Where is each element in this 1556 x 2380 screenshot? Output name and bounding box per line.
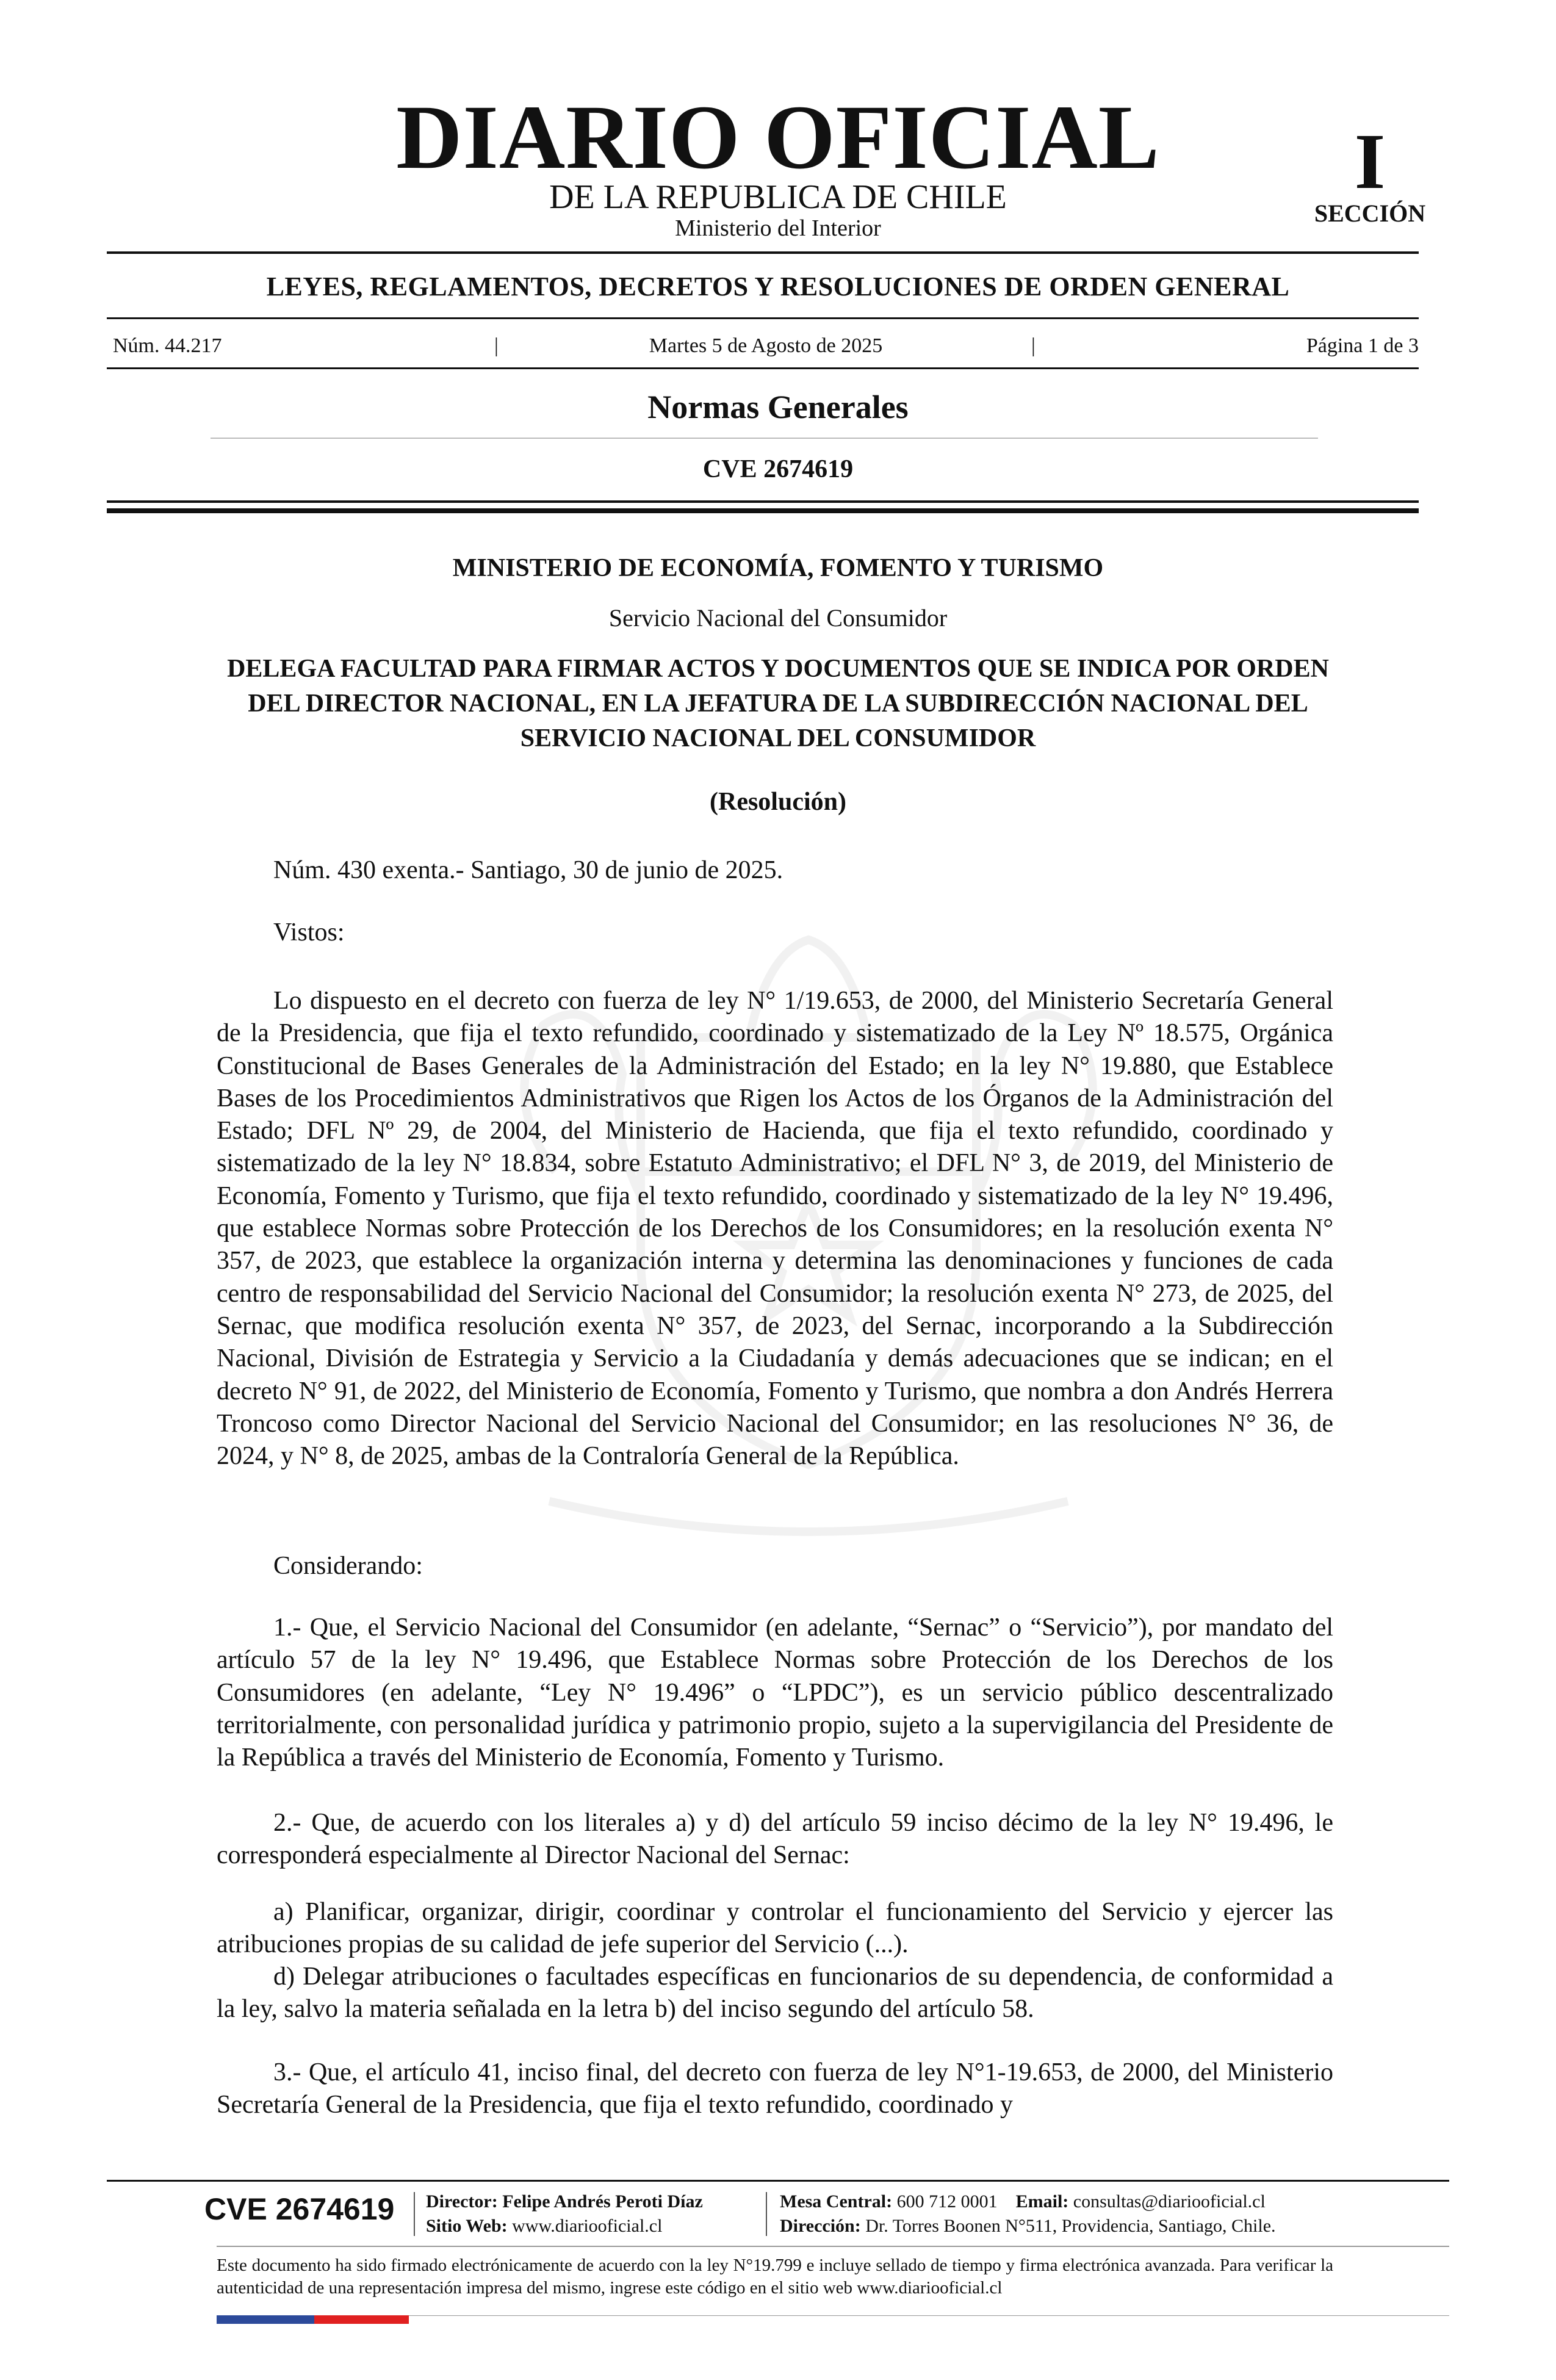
issue-separator: |	[1031, 334, 1036, 357]
section-heading-rule	[211, 438, 1318, 439]
literal-d: d) Delegar atribuciones o facultades específicas en funcionarios de su dependencia, de conformidad a la ley, salvo la materia señalada en la letra b) del inciso segundo del artículo 58.	[217, 1963, 1333, 2024]
document-ministry: MINISTERIO DE ECONOMÍA, FOMENTO Y TURISMO	[452, 554, 1104, 582]
vistos-paragraph: Lo dispuesto en el decreto con fuerza de ley N° 1/19.653, de 2000, del Ministerio Secretaría General de la Presidencia, que fija el texto refundido, coordinado y sistematizado de la Ley Nº 18.575, Orgánica Constitucional de Bases Generales de la Administración del Estado; en la ley N° 19.880, que Establece Bases de los Procedimientos Administrativos que Rigen los Actos de los Órganos de la Administración del Estado; DFL Nº 29, de 2004, del Ministerio de Hacienda, que fija el texto refundido, coordinado y sistematizado de la ley N° 18.834, sobre Estatuto Administrativo; el DFL N° 3, de 2019, del Ministerio de Economía, Fomento y Turismo, que fija el texto refundido, coordinado y sistematizado de la ley N° 19.496, que establece Normas sobre Protección de los Derechos de los Consumidores; en la resolución exenta N° 357, de 2023, que establece la organización interna y determina las denominaciones y funciones de cada centro de responsabilidad del Servicio Nacional del Consumidor; la resolución exenta N° 273, de 2025, del Sernac, que modifica resolución exenta N° 357, de 2023, del Sernac, incorporando a la Subdirección Nacional, División de Estrategia y Servicio a la Ciudadanía y demás adecuaciones que se indican; en el decreto N° 91, de 2022, del Ministerio de Economía, Fomento y Turismo, que nombra a don Andrés Herrera Troncoso como Director Nacional del Servicio Nacional del Consumidor; en las resoluciones N° 36, de 2024, y N° 8, de 2025, ambas de la Contraloría General de la República.	[217, 987, 1333, 1471]
considerando-label: Considerando:	[273, 1552, 423, 1580]
category-rule	[107, 317, 1419, 319]
masthead-rule	[107, 251, 1419, 254]
footer-rule-2	[217, 2246, 1449, 2247]
footer-contact-block	[780, 2190, 1390, 2238]
cve-code: CVE 2674619	[702, 455, 854, 483]
section-heading: Normas Generales	[647, 389, 909, 425]
issue-rule	[107, 367, 1419, 369]
double-rule-top	[107, 500, 1419, 503]
masthead-ministry: Ministerio del Interior	[675, 215, 881, 241]
footer-cve-code: CVE 2674619	[204, 2192, 395, 2226]
masthead-title: DIARIO OFICIAL	[396, 87, 1160, 188]
phone-label: Mesa Central:	[780, 2191, 893, 2212]
footer-rule	[107, 2180, 1449, 2182]
address-label: Dirección:	[780, 2216, 861, 2236]
flag-stripe-red	[314, 2315, 409, 2324]
flag-stripe-blue	[217, 2315, 314, 2324]
issue-page: Página 1 de 3	[1306, 334, 1419, 357]
issue-date: Martes 5 de Agosto de 2025	[649, 334, 883, 357]
email-label: Email:	[1015, 2191, 1069, 2212]
document-service: Servicio Nacional del Consumidor	[608, 604, 948, 632]
footer-legal-notice: Este documento ha sido firmado electrónicamente de acuerdo con la ley N°19.799 e incluye sellado de tiempo y firma electrónica avanzada. Para verificar la autenticidad de una representación impresa del mismo, ingrese este código en el sitio web www.diariooficial.cl	[217, 2256, 1333, 2298]
section-label: SECCIÓN	[1314, 200, 1426, 227]
vistos-label: Vistos:	[273, 918, 345, 947]
footer-divider	[766, 2192, 767, 2236]
category-heading: LEYES, REGLAMENTOS, DECRETOS Y RESOLUCIONES DE ORDEN GENERAL	[266, 272, 1290, 301]
email-link[interactable]: consultas@diariooficial.cl	[1073, 2191, 1266, 2212]
director-name: Felipe Andrés Peroti Díaz	[502, 2191, 703, 2212]
document-title: DELEGA FACULTAD PARA FIRMAR ACTOS Y DOCUMENTOS QUE SE INDICA POR ORDEN DEL DIRECTOR NACIONAL, EN LA JEFATURA DE LA SUBDIRECCIÓN NACIONAL DEL SERVICIO NACIONAL DEL CONSUMIDOR	[227, 655, 1329, 752]
issue-number: Núm. 44.217	[113, 334, 222, 357]
address-text: Dr. Torres Boonen N°511, Providencia, Santiago, Chile.	[865, 2216, 1276, 2236]
issue-separator: |	[494, 334, 499, 357]
document-type: (Resolución)	[710, 788, 846, 816]
section-number: I	[1354, 118, 1386, 206]
website-link[interactable]: www.diariooficial.cl	[512, 2216, 663, 2236]
footer-divider	[414, 2192, 415, 2236]
director-label: Director:	[426, 2191, 498, 2212]
masthead-subtitle: DE LA REPUBLICA DE CHILE	[549, 178, 1007, 216]
literal-a: a) Planificar, organizar, dirigir, coordinar y controlar el funcionamiento del Servicio y ejercer las atribuciones propias de su calidad de jefe superior del Servicio (...).	[217, 1898, 1333, 1959]
website-label: Sitio Web:	[426, 2216, 508, 2236]
phone-number: 600 712 0001	[896, 2191, 998, 2212]
issue-bar	[113, 334, 1419, 358]
double-rule-bottom	[107, 508, 1419, 513]
resolution-number-line: Núm. 430 exenta.- Santiago, 30 de junio de 2025.	[273, 856, 783, 884]
footer-director-block	[426, 2190, 768, 2238]
considerando-2: 2.- Que, de acuerdo con los literales a) y d) del artículo 59 inciso décimo de la ley N° 19.496, le corresponderá especialmente al Director Nacional del Sernac:	[217, 1809, 1333, 1870]
considerando-1: 1.- Que, el Servicio Nacional del Consumidor (en adelante, “Sernac” o “Servicio”), por mandato del artículo 57 de la ley N° 19.496, que Establece Normas sobre Protección de los Derechos de los Consumidores (en adelante, “Ley N° 19.496” o “LPDC”), es un servicio público descentralizado territorialmente, con personalidad jurídica y patrimonio propio, sujeto a la supervigilancia del Presidente de la República a través del Ministerio de Economía, Fomento y Turismo.	[217, 1614, 1333, 1772]
considerando-3: 3.- Que, el artículo 41, inciso final, del decreto con fuerza de ley N°1-19.653, de 2000, del Ministerio Secretaría General de la Presidencia, que fija el texto refundido, coordinado y	[217, 2058, 1333, 2119]
